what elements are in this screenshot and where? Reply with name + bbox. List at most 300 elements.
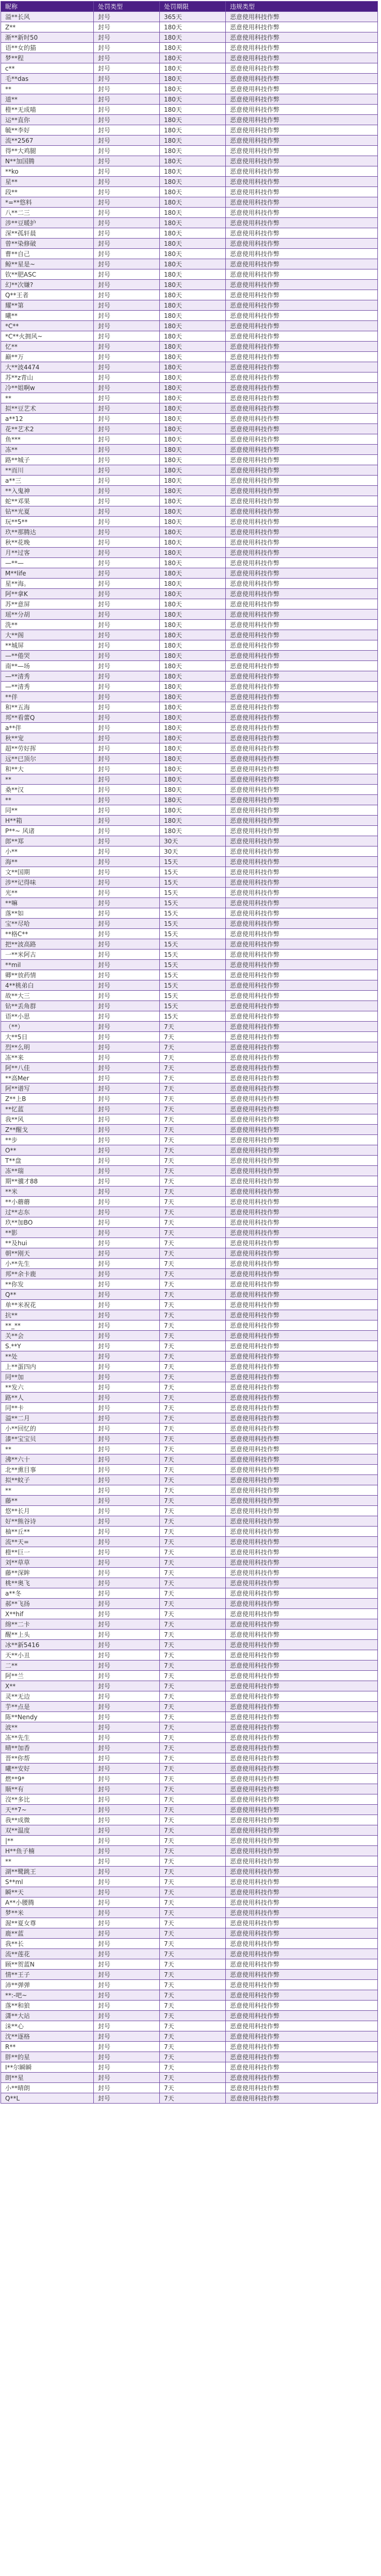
- cell-violation-type: 恶意使用科技作弊: [226, 393, 378, 403]
- cell-penalty-type: 封号: [94, 424, 160, 434]
- cell-nickname: 邦**看蕾Q: [1, 713, 94, 723]
- table-row: [1, 105, 378, 115]
- cell-penalty-duration: 7天: [160, 1794, 226, 1805]
- cell-penalty-duration: 7天: [160, 1970, 226, 1980]
- cell-penalty-type: 封号: [94, 115, 160, 125]
- cell-violation-type: 恶意使用科技作弊: [226, 2052, 378, 2062]
- cell-penalty-type: 封号: [94, 970, 160, 980]
- cell-penalty-type: 封号: [94, 1805, 160, 1815]
- cell-violation-type: 恶意使用科技作弊: [226, 1104, 378, 1114]
- cell-penalty-duration: 7天: [160, 1104, 226, 1114]
- cell-violation-type: 恶意使用科技作弊: [226, 486, 378, 496]
- cell-violation-type: 恶意使用科技作弊: [226, 1413, 378, 1423]
- cell-penalty-type: 封号: [94, 1897, 160, 1908]
- cell-penalty-duration: 180天: [160, 115, 226, 125]
- cell-penalty-duration: 7天: [160, 1506, 226, 1516]
- cell-penalty-duration: 180天: [160, 208, 226, 218]
- cell-penalty-type: 封号: [94, 197, 160, 208]
- cell-penalty-duration: 180天: [160, 785, 226, 795]
- cell-penalty-type: 封号: [94, 1310, 160, 1320]
- table-row: [1, 1444, 378, 1454]
- cell-nickname: 大**5日: [1, 1032, 94, 1042]
- table-row: [1, 1362, 378, 1372]
- cell-penalty-type: 封号: [94, 1660, 160, 1671]
- cell-penalty-duration: 7天: [160, 1063, 226, 1073]
- cell-penalty-duration: 180天: [160, 393, 226, 403]
- cell-penalty-type: 封号: [94, 1949, 160, 1959]
- cell-violation-type: 恶意使用科技作弊: [226, 733, 378, 743]
- cell-nickname: a**12: [1, 414, 94, 424]
- cell-penalty-type: 封号: [94, 1176, 160, 1187]
- table-row: [1, 393, 378, 403]
- cell-violation-type: 恶意使用科技作弊: [226, 74, 378, 84]
- table-row: [1, 558, 378, 568]
- cell-penalty-type: 封号: [94, 74, 160, 84]
- cell-penalty-duration: 7天: [160, 1053, 226, 1063]
- cell-violation-type: 恶意使用科技作弊: [226, 1207, 378, 1217]
- cell-penalty-duration: 180天: [160, 135, 226, 146]
- cell-violation-type: 恶意使用科技作弊: [226, 774, 378, 785]
- table-row: [1, 1063, 378, 1073]
- cell-violation-type: 恶意使用科技作弊: [226, 754, 378, 764]
- cell-penalty-type: 封号: [94, 1362, 160, 1372]
- table-row: [1, 1743, 378, 1753]
- cell-penalty-type: 封号: [94, 713, 160, 723]
- table-row: [1, 867, 378, 877]
- table-row: [1, 1928, 378, 1939]
- cell-violation-type: 恶意使用科技作弊: [226, 599, 378, 609]
- cell-violation-type: 恶意使用科技作弊: [226, 1362, 378, 1372]
- cell-penalty-type: 封号: [94, 1238, 160, 1248]
- cell-penalty-type: 封号: [94, 1444, 160, 1454]
- table-row: [1, 1279, 378, 1290]
- cell-violation-type: 恶意使用科技作弊: [226, 1908, 378, 1918]
- cell-penalty-duration: 7天: [160, 1475, 226, 1485]
- cell-nickname: 我**长: [1, 1939, 94, 1949]
- cell-nickname: 小**: [1, 846, 94, 857]
- cell-penalty-type: 封号: [94, 754, 160, 764]
- cell-nickname: 流**天=: [1, 1537, 94, 1547]
- cell-violation-type: 恶意使用科技作弊: [226, 1527, 378, 1537]
- cell-nickname: 湖**鹭跳王: [1, 1867, 94, 1877]
- cell-violation-type: 恶意使用科技作弊: [226, 1949, 378, 1959]
- cell-violation-type: 恶意使用科技作弊: [226, 1877, 378, 1887]
- cell-violation-type: 恶意使用科技作弊: [226, 1217, 378, 1228]
- cell-violation-type: 恶意使用科技作弊: [226, 1928, 378, 1939]
- table-row: [1, 2031, 378, 2042]
- table-row: [1, 321, 378, 331]
- cell-violation-type: 恶意使用科技作弊: [226, 1444, 378, 1454]
- cell-penalty-duration: 180天: [160, 383, 226, 393]
- cell-violation-type: 恶意使用科技作弊: [226, 1166, 378, 1176]
- cell-penalty-type: 封号: [94, 630, 160, 640]
- cell-penalty-duration: 7天: [160, 1423, 226, 1434]
- table-row: [1, 362, 378, 372]
- cell-nickname: 语**小思: [1, 1011, 94, 1022]
- cell-nickname: **米: [1, 1187, 94, 1197]
- cell-penalty-type: 封号: [94, 146, 160, 156]
- cell-penalty-duration: 180天: [160, 486, 226, 496]
- cell-nickname: **: [1, 1856, 94, 1867]
- cell-penalty-duration: 7天: [160, 1959, 226, 1970]
- penalty-table: [1, 1, 378, 2104]
- cell-penalty-duration: 7天: [160, 1547, 226, 1557]
- table-row: [1, 1454, 378, 1465]
- cell-nickname: 沒**多比: [1, 1794, 94, 1805]
- cell-penalty-type: 封号: [94, 2031, 160, 2042]
- cell-penalty-type: 封号: [94, 826, 160, 836]
- cell-penalty-duration: 180天: [160, 455, 226, 465]
- cell-penalty-type: 封号: [94, 1671, 160, 1681]
- cell-nickname: 毓**李好: [1, 125, 94, 135]
- table-row: [1, 1290, 378, 1300]
- cell-penalty-type: 封号: [94, 785, 160, 795]
- table-row: [1, 609, 378, 620]
- cell-penalty-duration: 7天: [160, 1609, 226, 1619]
- cell-penalty-type: 封号: [94, 651, 160, 661]
- cell-penalty-type: 封号: [94, 908, 160, 919]
- cell-violation-type: 恶意使用科技作弊: [226, 1310, 378, 1320]
- cell-violation-type: 恶意使用科技作弊: [226, 1537, 378, 1547]
- cell-nickname: 忆**: [1, 342, 94, 352]
- cell-penalty-duration: 7天: [160, 2093, 226, 2104]
- cell-violation-type: 恶意使用科技作弊: [226, 537, 378, 548]
- table-row: [1, 991, 378, 1001]
- cell-violation-type: 恶意使用科技作弊: [226, 1856, 378, 1867]
- cell-violation-type: 恶意使用科技作弊: [226, 702, 378, 713]
- cell-nickname: 曦**: [1, 311, 94, 321]
- cell-penalty-duration: 7天: [160, 1733, 226, 1743]
- cell-violation-type: 恶意使用科技作弊: [226, 1918, 378, 1928]
- table-row: [1, 1423, 378, 1434]
- cell-violation-type: 恶意使用科技作弊: [226, 2073, 378, 2083]
- cell-penalty-type: 封号: [94, 1114, 160, 1125]
- cell-violation-type: 恶意使用科技作弊: [226, 1753, 378, 1764]
- cell-nickname: M**life: [1, 568, 94, 579]
- table-row: [1, 1867, 378, 1877]
- cell-penalty-duration: 180天: [160, 32, 226, 43]
- cell-nickname: 瞬**天: [1, 1887, 94, 1897]
- table-row: [1, 259, 378, 269]
- table-row: [1, 929, 378, 939]
- cell-violation-type: 恶意使用科技作弊: [226, 342, 378, 352]
- cell-penalty-type: 封号: [94, 702, 160, 713]
- cell-penalty-duration: 180天: [160, 63, 226, 74]
- cell-penalty-type: 封号: [94, 465, 160, 476]
- table-row: [1, 2083, 378, 2093]
- table-row: [1, 527, 378, 537]
- cell-penalty-duration: 180天: [160, 774, 226, 785]
- cell-nickname: P**~ 风诸: [1, 826, 94, 836]
- cell-nickname: 星**海。: [1, 579, 94, 589]
- cell-violation-type: 恶意使用科技作弊: [226, 1042, 378, 1053]
- cell-violation-type: 恶意使用科技作弊: [226, 1187, 378, 1197]
- cell-violation-type: 恶意使用科技作弊: [226, 1331, 378, 1341]
- cell-penalty-duration: 180天: [160, 630, 226, 640]
- cell-violation-type: 恶意使用科技作弊: [226, 1372, 378, 1382]
- cell-nickname: 曹**自己: [1, 249, 94, 259]
- cell-penalty-type: 封号: [94, 1341, 160, 1351]
- table-row: [1, 486, 378, 496]
- cell-violation-type: 恶意使用科技作弊: [226, 1083, 378, 1094]
- table-row: [1, 372, 378, 383]
- table-row: [1, 1114, 378, 1125]
- cell-penalty-duration: 180天: [160, 506, 226, 517]
- cell-penalty-type: 封号: [94, 1083, 160, 1094]
- cell-penalty-duration: 180天: [160, 290, 226, 300]
- cell-nickname: 段**: [1, 187, 94, 197]
- cell-nickname: 梦**米: [1, 1908, 94, 1918]
- cell-nickname: S**ml: [1, 1877, 94, 1887]
- cell-nickname: 鱼***: [1, 434, 94, 445]
- cell-nickname: *=**悠料: [1, 197, 94, 208]
- cell-nickname: 关**会: [1, 1331, 94, 1341]
- table-row: [1, 620, 378, 630]
- cell-penalty-duration: 180天: [160, 465, 226, 476]
- cell-penalty-duration: 180天: [160, 805, 226, 816]
- cell-violation-type: 恶意使用科技作弊: [226, 1011, 378, 1022]
- table-row: [1, 177, 378, 187]
- table-row: [1, 1382, 378, 1393]
- cell-violation-type: 恶意使用科技作弊: [226, 1259, 378, 1269]
- cell-violation-type: 恶意使用科技作弊: [226, 1733, 378, 1743]
- table-row: [1, 1537, 378, 1547]
- cell-violation-type: 恶意使用科技作弊: [226, 1722, 378, 1733]
- cell-nickname: 沈**逐格: [1, 2031, 94, 2042]
- cell-nickname: 洗**: [1, 620, 94, 630]
- cell-penalty-duration: 15天: [160, 877, 226, 888]
- cell-violation-type: 恶意使用科技作弊: [226, 403, 378, 414]
- cell-nickname: **: [1, 795, 94, 805]
- cell-violation-type: 恶意使用科技作弊: [226, 2011, 378, 2021]
- cell-penalty-duration: 7天: [160, 1362, 226, 1372]
- cell-nickname: 4**桃弟白: [1, 980, 94, 991]
- cell-nickname: —**倦哭: [1, 651, 94, 661]
- cell-penalty-type: 封号: [94, 32, 160, 43]
- cell-penalty-duration: 180天: [160, 445, 226, 455]
- cell-nickname: 橙**无成喵: [1, 105, 94, 115]
- cell-penalty-type: 封号: [94, 486, 160, 496]
- table-row: [1, 1887, 378, 1897]
- cell-violation-type: 恶意使用科技作弊: [226, 579, 378, 589]
- cell-violation-type: 恶意使用科技作弊: [226, 1001, 378, 1011]
- cell-penalty-duration: 15天: [160, 991, 226, 1001]
- cell-penalty-duration: 7天: [160, 1248, 226, 1259]
- cell-nickname: 灵**无边: [1, 1691, 94, 1702]
- penalty-table-container: [1, 1, 377, 2104]
- cell-penalty-type: 封号: [94, 1578, 160, 1588]
- table-row: [1, 1166, 378, 1176]
- cell-nickname: A**小腰腾: [1, 1897, 94, 1908]
- cell-nickname: 双**温度: [1, 1825, 94, 1836]
- cell-penalty-type: 封号: [94, 434, 160, 445]
- cell-nickname: 流**2567: [1, 135, 94, 146]
- cell-violation-type: 恶意使用科技作弊: [226, 321, 378, 331]
- cell-penalty-type: 封号: [94, 1836, 160, 1846]
- cell-penalty-type: 封号: [94, 1248, 160, 1259]
- table-row: [1, 2052, 378, 2062]
- table-row: [1, 805, 378, 816]
- cell-violation-type: 恶意使用科技作弊: [226, 1805, 378, 1815]
- cell-penalty-duration: 7天: [160, 1764, 226, 1774]
- cell-nickname: **入鬼神: [1, 486, 94, 496]
- cell-penalty-type: 封号: [94, 414, 160, 424]
- table-row: [1, 476, 378, 486]
- table-row: [1, 1681, 378, 1691]
- cell-penalty-type: 封号: [94, 383, 160, 393]
- table-row: [1, 1599, 378, 1609]
- cell-penalty-duration: 180天: [160, 743, 226, 754]
- cell-penalty-type: 封号: [94, 331, 160, 342]
- table-row: [1, 836, 378, 846]
- table-row: [1, 311, 378, 321]
- cell-penalty-type: 封号: [94, 1630, 160, 1640]
- cell-penalty-type: 封号: [94, 1547, 160, 1557]
- cell-nickname: **: [1, 1444, 94, 1454]
- cell-nickname: 鹿**蓝: [1, 1928, 94, 1939]
- cell-penalty-type: 封号: [94, 1939, 160, 1949]
- table-row: [1, 857, 378, 867]
- table-row: [1, 1568, 378, 1578]
- cell-penalty-duration: 7天: [160, 1660, 226, 1671]
- cell-penalty-type: 封号: [94, 1094, 160, 1104]
- table-row: [1, 1197, 378, 1207]
- cell-penalty-type: 封号: [94, 1588, 160, 1599]
- cell-penalty-duration: 180天: [160, 197, 226, 208]
- cell-violation-type: 恶意使用科技作弊: [226, 63, 378, 74]
- table-row: [1, 1413, 378, 1423]
- cell-violation-type: 恶意使用科技作弊: [226, 1743, 378, 1753]
- cell-nickname: 把**波高路: [1, 939, 94, 950]
- cell-nickname: 流**莲花: [1, 1949, 94, 1959]
- cell-penalty-duration: 7天: [160, 1815, 226, 1825]
- table-row: [1, 269, 378, 280]
- cell-penalty-duration: 7天: [160, 1928, 226, 1939]
- cell-penalty-type: 封号: [94, 1990, 160, 2001]
- table-row: [1, 548, 378, 558]
- cell-penalty-type: 封号: [94, 558, 160, 568]
- cell-penalty-duration: 7天: [160, 2021, 226, 2031]
- cell-penalty-type: 封号: [94, 1156, 160, 1166]
- cell-penalty-duration: 15天: [160, 857, 226, 867]
- cell-penalty-duration: 15天: [160, 980, 226, 991]
- table-row: [1, 1794, 378, 1805]
- table-row: [1, 651, 378, 661]
- cell-nickname: **_**: [1, 1320, 94, 1331]
- cell-nickname: 超**劳好挥: [1, 743, 94, 754]
- cell-penalty-type: 封号: [94, 857, 160, 867]
- cell-penalty-type: 封号: [94, 1042, 160, 1053]
- cell-violation-type: 恶意使用科技作弊: [226, 2083, 378, 2093]
- cell-penalty-type: 封号: [94, 1104, 160, 1114]
- table-row: [1, 1557, 378, 1568]
- cell-penalty-type: 封号: [94, 1764, 160, 1774]
- cell-penalty-type: 封号: [94, 496, 160, 506]
- cell-nickname: 顾**贺蓝N: [1, 1959, 94, 1970]
- cell-violation-type: 恶意使用科技作弊: [226, 362, 378, 372]
- cell-nickname: 郎**郑: [1, 836, 94, 846]
- cell-penalty-type: 封号: [94, 950, 160, 960]
- cell-violation-type: 恶意使用科技作弊: [226, 1578, 378, 1588]
- cell-penalty-duration: 7天: [160, 1485, 226, 1496]
- cell-violation-type: 恶意使用科技作弊: [226, 723, 378, 733]
- table-row: [1, 197, 378, 208]
- table-row: [1, 2062, 378, 2073]
- cell-penalty-type: 封号: [94, 1454, 160, 1465]
- cell-penalty-type: 封号: [94, 1846, 160, 1856]
- cell-penalty-duration: 180天: [160, 259, 226, 269]
- cell-penalty-type: 封号: [94, 888, 160, 898]
- cell-nickname: 晋**你帮: [1, 1753, 94, 1764]
- cell-penalty-duration: 7天: [160, 1083, 226, 1094]
- table-row: [1, 1836, 378, 1846]
- cell-nickname: 单**米祝花: [1, 1300, 94, 1310]
- cell-violation-type: 恶意使用科技作弊: [226, 939, 378, 950]
- table-row: [1, 1022, 378, 1032]
- cell-penalty-type: 封号: [94, 1197, 160, 1207]
- cell-penalty-duration: 7天: [160, 1310, 226, 1320]
- cell-penalty-duration: 180天: [160, 723, 226, 733]
- cell-penalty-duration: 7天: [160, 1691, 226, 1702]
- cell-penalty-duration: 7天: [160, 1454, 226, 1465]
- cell-violation-type: 恶意使用科技作弊: [226, 1032, 378, 1042]
- cell-violation-type: 恶意使用科技作弊: [226, 22, 378, 32]
- cell-nickname: 冻**: [1, 445, 94, 455]
- cell-violation-type: 恶意使用科技作弊: [226, 857, 378, 867]
- table-row: [1, 1228, 378, 1238]
- header-penalty-duration: 处罚期限: [160, 2, 226, 12]
- cell-penalty-type: 封号: [94, 1702, 160, 1712]
- table-row: [1, 816, 378, 826]
- cell-violation-type: 恶意使用科技作弊: [226, 929, 378, 939]
- cell-violation-type: 恶意使用科技作弊: [226, 218, 378, 228]
- cell-penalty-duration: 180天: [160, 476, 226, 486]
- cell-penalty-duration: 7天: [160, 2083, 226, 2093]
- cell-nickname: 桑**汉: [1, 785, 94, 795]
- cell-violation-type: 恶意使用科技作弊: [226, 1485, 378, 1496]
- cell-violation-type: 恶意使用科技作弊: [226, 290, 378, 300]
- table-row: [1, 1393, 378, 1403]
- cell-penalty-duration: 15天: [160, 1011, 226, 1022]
- cell-penalty-duration: 7天: [160, 1825, 226, 1836]
- cell-violation-type: 恶意使用科技作弊: [226, 2031, 378, 2042]
- cell-nickname: 好**熊谷诗: [1, 1516, 94, 1527]
- cell-violation-type: 恶意使用科技作弊: [226, 259, 378, 269]
- cell-penalty-duration: 180天: [160, 249, 226, 259]
- cell-violation-type: 恶意使用科技作弊: [226, 1557, 378, 1568]
- table-row: [1, 517, 378, 527]
- cell-penalty-type: 封号: [94, 1681, 160, 1691]
- cell-penalty-duration: 7天: [160, 1444, 226, 1454]
- cell-penalty-duration: 180天: [160, 517, 226, 527]
- cell-penalty-type: 封号: [94, 774, 160, 785]
- cell-violation-type: 恶意使用科技作弊: [226, 1516, 378, 1527]
- table-row: [1, 1805, 378, 1815]
- cell-penalty-type: 封号: [94, 805, 160, 816]
- cell-penalty-type: 封号: [94, 43, 160, 53]
- cell-nickname: **:-吧~: [1, 1990, 94, 2001]
- cell-nickname: 阿**谱写: [1, 1083, 94, 1094]
- cell-violation-type: 恶意使用科技作弊: [226, 1774, 378, 1784]
- cell-violation-type: 恶意使用科技作弊: [226, 795, 378, 805]
- cell-nickname: 陈**Nendy: [1, 1712, 94, 1722]
- cell-penalty-type: 封号: [94, 1918, 160, 1928]
- cell-penalty-type: 封号: [94, 743, 160, 754]
- cell-violation-type: 恶意使用科技作弊: [226, 1547, 378, 1557]
- table-row: [1, 692, 378, 702]
- cell-penalty-type: 封号: [94, 1207, 160, 1217]
- cell-penalty-duration: 7天: [160, 1588, 226, 1599]
